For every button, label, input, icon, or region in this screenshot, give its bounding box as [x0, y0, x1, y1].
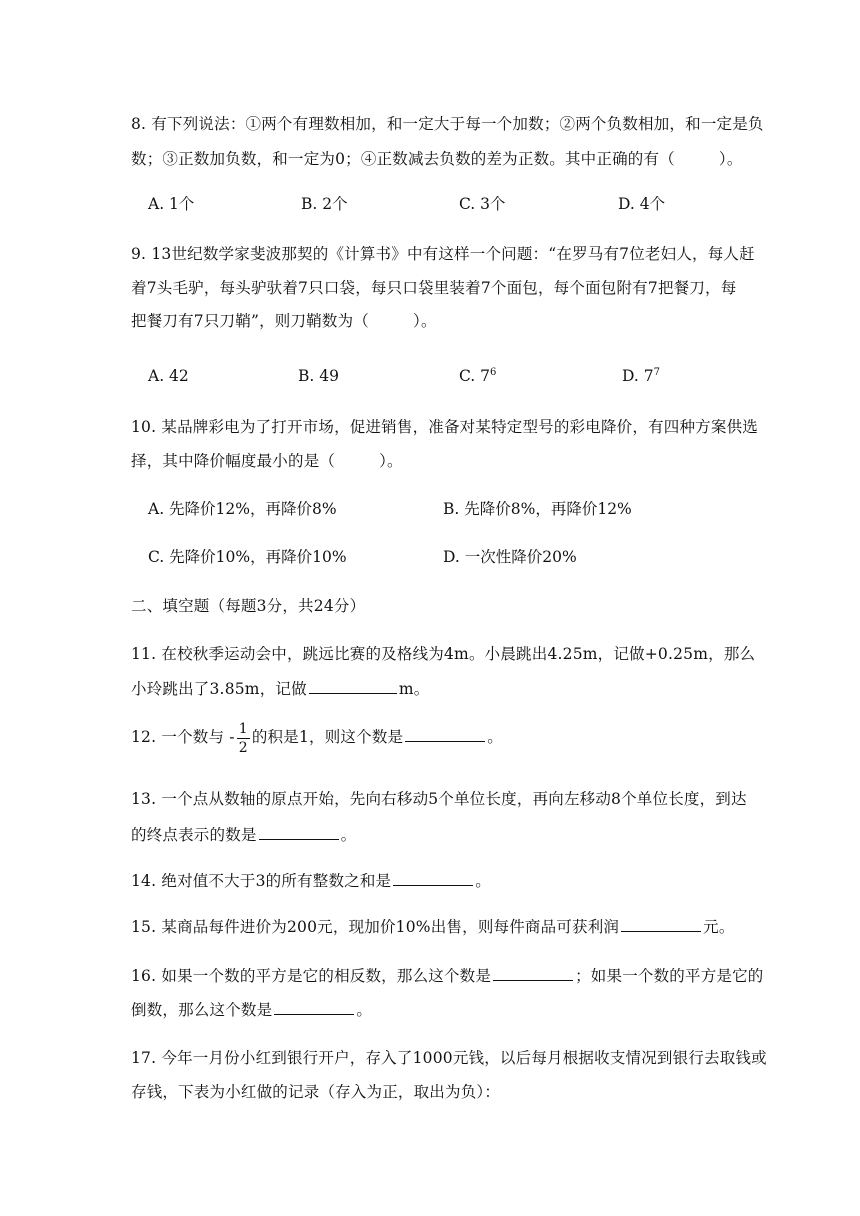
q10-line-2 — [131, 450, 403, 472]
q12-line — [131, 717, 503, 757]
q9-option-b: B. 49 — [298, 367, 339, 385]
q9-option-c-base: C. 7 — [459, 367, 491, 385]
q14-text-end: 。 — [475, 872, 491, 890]
q16-line-1-end: ；如果一个数的平方是它的 — [575, 967, 764, 985]
q16-line-2-text: 倒数，那么这个数是 — [131, 1001, 273, 1019]
q9-option-a: A. 42 — [148, 367, 189, 385]
q17-line-2: 存钱，下表为小红做的记录（存入为正，取出为负）： — [131, 1083, 501, 1101]
q12-fraction-numerator: 1 — [238, 720, 248, 737]
q8-line-1: 8. 有下列说法：①两个有理数相加，和一定大于每一个加数；②两个负数相加，和一定是负 — [131, 115, 764, 133]
q9-line-3 — [131, 310, 437, 332]
q8-line-2 — [131, 148, 743, 170]
q12-fraction-denominator: 2 — [238, 739, 248, 756]
q11-line-1: 11. 在校秋季运动会中，跳远比赛的及格线为4m。小晨跳出4.25m，记做+0.25m，那么 — [131, 645, 756, 663]
q8-option-b: B. 2个 — [301, 195, 348, 213]
q12-fraction — [237, 720, 250, 757]
q10-option-c: C. 先降价10%，再降价10% — [148, 548, 347, 566]
q17-line-1: 17. 今年一月份小红到银行开户，存入了1000元钱，以后每月根据收支情况到银行去取钱或 — [131, 1049, 767, 1067]
q13-line-2-text: 的终点表示的数是 — [131, 826, 257, 844]
q14-line — [131, 869, 491, 892]
q14-text: 14. 绝对值不大于3的所有整数之和是 — [131, 872, 392, 890]
q16-line-2 — [131, 998, 372, 1021]
q11-line-2-end: m。 — [398, 680, 430, 698]
q11-line-2 — [131, 677, 429, 700]
q12-answer-blank — [405, 725, 485, 742]
q16-answer-blank-1 — [493, 964, 573, 981]
q9-option-d-base: D. 7 — [622, 367, 654, 385]
q13-line-1: 13. 一个点从数轴的原点开始，先向右移动5个单位长度，再向左移动8个单位长度，到达 — [131, 790, 747, 808]
q12-text-mid: 的积是1，则这个数是 — [251, 728, 404, 746]
q13-line-2-end: 。 — [340, 826, 357, 844]
q13-line-2 — [131, 823, 356, 846]
q8-option-c: C. 3个 — [459, 195, 506, 213]
q10-line-2-text: 择，其中降价幅度最小的是（ — [131, 452, 336, 470]
q10-option-d: D. 一次性降价20% — [443, 548, 577, 566]
q15-text-end: 元。 — [703, 918, 735, 936]
q16-answer-blank-2 — [274, 998, 354, 1015]
q10-option-b: B. 先降价8%，再降价12% — [443, 500, 632, 518]
q9-option-d — [622, 365, 660, 387]
q10-option-a: A. 先降价12%，再降价8% — [148, 500, 337, 518]
q11-answer-blank — [309, 677, 397, 694]
section-heading: 二、填空题（每题3分，共24分） — [131, 597, 366, 615]
q10-line-2-end: ）。 — [379, 452, 403, 470]
q9-line-1: 9. 13世纪数学家斐波那契的《计算书》中有这样一个问题：“在罗马有7位老妇人，每人赶 — [131, 245, 755, 263]
q10-line-1: 10. 某品牌彩电为了打开市场，促进销售，准备对某特定型号的彩电降价，有四种方案供选 — [131, 418, 758, 436]
q13-answer-blank — [259, 823, 339, 840]
q8-line-2-text: 数；③正数加负数，和一定为0；④正数减去负数的差为正数。其中正确的有（ — [131, 150, 675, 168]
q9-line-3-text: 把餐刀有7只刀鞘”，则刀鞘数为（ — [131, 312, 369, 330]
q9-option-c-exponent: 6 — [490, 366, 497, 378]
q14-answer-blank — [393, 869, 473, 886]
q16-line-2-end: 。 — [356, 1001, 373, 1019]
q9-option-c — [459, 365, 496, 387]
q9-option-d-exponent: 7 — [653, 366, 660, 378]
q12-text-post: 。 — [487, 728, 503, 746]
q9-line-2: 着7头毛驴，每头驴驮着7只口袋，每只口袋里装着7个面包，每个面包附有7把餐刀，每 — [131, 279, 737, 297]
q15-text: 15. 某商品每件进价为200元，现加价10%出售，则每件商品可获利润 — [131, 918, 620, 936]
q8-option-d: D. 4个 — [618, 195, 666, 213]
q9-line-3-end: ）。 — [413, 312, 437, 330]
q16-line-1 — [131, 964, 764, 987]
q15-line — [131, 915, 735, 938]
q8-line-2-end: ）。 — [718, 150, 743, 168]
q15-answer-blank — [621, 915, 701, 932]
q8-option-a: A. 1个 — [148, 195, 195, 213]
q12-text-pre: 12. 一个数与 - — [131, 728, 235, 746]
q11-line-2-text: 小玲跳出了3.85m，记做 — [131, 680, 307, 698]
q16-line-1-text: 16. 如果一个数的平方是它的相反数，那么这个数是 — [131, 967, 492, 985]
